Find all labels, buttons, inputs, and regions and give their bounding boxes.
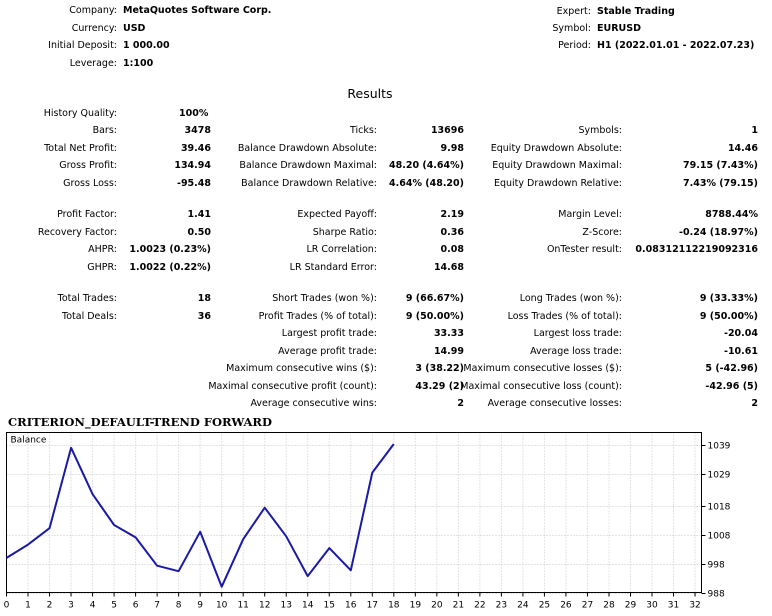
history-quality-value: 100%	[179, 108, 209, 119]
x-tick-label: 6	[132, 600, 139, 611]
x-tick-label: 9	[197, 600, 204, 611]
company-value: MetaQuotes Software Corp.	[123, 5, 272, 16]
ahpr-value: 1.0023 (0.23%)	[129, 244, 211, 255]
total-trades-value: 18	[197, 293, 211, 304]
expert-label: Expert:	[556, 6, 591, 17]
currency-value: USD	[123, 22, 146, 34]
sharpe-ratio-value: 0.36	[440, 226, 464, 238]
z-score-label: Z-Score:	[582, 226, 622, 238]
ahpr-label: AHPR:	[88, 244, 117, 255]
y-tick-label: 988	[707, 589, 725, 600]
ghpr-value: 1.0022 (0.22%)	[129, 261, 211, 273]
maximal-consecutive-loss-count-label: Maximal consecutive loss (count):	[460, 380, 622, 392]
expected-payoff-label: Expected Payoff:	[297, 209, 377, 220]
currency-label: Currency:	[71, 22, 117, 34]
y-tick-label: 998	[707, 560, 725, 571]
equity-drawdown-relative-label: Equity Drawdown Relative:	[493, 177, 622, 189]
chart-title: CRITERION_DEFAULT-TREND FORWARD	[8, 415, 272, 429]
bars-label: Bars:	[92, 125, 117, 136]
x-tick-label: 3	[68, 600, 74, 611]
x-tick-label: 11	[237, 600, 249, 611]
leverage-value: 1:100	[123, 57, 154, 69]
profit-trades-of-total-value: 9 (50.00%)	[405, 310, 464, 322]
symbol-label: Symbol:	[552, 23, 591, 34]
balance-drawdown-maximal-label: Balance Drawdown Maximal:	[239, 160, 377, 171]
recovery-factor-value: 0.50	[187, 226, 211, 238]
balance-chart-svg	[0, 430, 772, 613]
average-consecutive-losses-label: Average consecutive losses:	[487, 398, 622, 409]
x-tick-label: 5	[111, 600, 117, 611]
period-label: Period:	[558, 40, 591, 51]
maximum-consecutive-wins-label: Maximum consecutive wins ($):	[226, 363, 377, 374]
legend-label: Balance	[10, 435, 47, 446]
sharpe-ratio-label: Sharpe Ratio:	[312, 226, 377, 238]
x-tick-label: 12	[258, 600, 271, 611]
x-tick-label: 7	[154, 600, 160, 611]
gross-loss-value: -95.48	[177, 177, 211, 189]
x-tick-label: 29	[624, 600, 637, 611]
x-tick-label: 15	[323, 600, 335, 611]
gross-profit-value: 134.94	[174, 160, 211, 171]
x-tick-label: 25	[538, 600, 551, 611]
gross-profit-label: Gross Profit:	[59, 160, 117, 171]
x-tick-label: 22	[474, 600, 486, 611]
equity-drawdown-maximal-value: 79.15 (7.43%)	[683, 160, 758, 171]
ticks-label: Ticks:	[349, 125, 377, 136]
total-net-profit-value: 39.46	[180, 142, 211, 154]
loss-trades-of-total-value: 9 (50.00%)	[699, 310, 758, 322]
maximal-consecutive-loss-count-value: -42.96 (5)	[705, 380, 758, 392]
lr-standard-error-label: LR Standard Error:	[289, 261, 377, 273]
period-value: H1 (2022.01.01 - 2022.07.23)	[597, 40, 755, 51]
ghpr-label: GHPR:	[87, 261, 117, 273]
recovery-factor-label: Recovery Factor:	[37, 226, 117, 238]
average-consecutive-wins-value: 2	[457, 398, 464, 409]
z-score-value: -0.24 (18.97%)	[679, 226, 758, 238]
margin-level-value: 8788.44%	[705, 209, 758, 220]
x-tick-label: 1	[25, 600, 31, 611]
y-tick-label: 1029	[707, 470, 731, 481]
x-tick-label: 30	[646, 600, 658, 611]
x-tick-label: 10	[215, 600, 228, 611]
y-tick-label: 1039	[707, 441, 731, 452]
lr-correlation-label: LR Correlation:	[306, 244, 377, 255]
maximal-consecutive-profit-count-label: Maximal consecutive profit (count):	[208, 380, 377, 392]
x-tick-label: 2	[46, 600, 53, 611]
x-tick-label: 23	[495, 600, 508, 611]
plot-frame	[7, 433, 702, 593]
long-trades-won-label: Long Trades (won %):	[519, 293, 622, 304]
average-profit-trade-label: Average profit trade:	[278, 345, 377, 357]
total-net-profit-label: Total Net Profit:	[44, 142, 117, 154]
ticks-value: 13696	[430, 125, 464, 136]
x-tick-label: 18	[388, 600, 400, 611]
results-title: Results	[347, 86, 393, 101]
balance-drawdown-maximal-value: 48.20 (4.64%)	[389, 160, 464, 171]
total-deals-value: 36	[197, 310, 211, 322]
bars-value: 3478	[184, 125, 211, 136]
equity-drawdown-relative-value: 7.43% (79.15)	[683, 177, 758, 189]
x-tick-label: 16	[345, 600, 357, 611]
company-label: Company:	[69, 5, 117, 16]
maximum-consecutive-losses-value: 5 (-42.96)	[705, 363, 758, 374]
symbols-value: 1	[751, 125, 758, 136]
balance-drawdown-absolute-label: Balance Drawdown Absolute:	[237, 142, 377, 154]
y-tick-label: 1018	[707, 502, 731, 513]
x-tick-label: 13	[280, 600, 292, 611]
x-tick-label: 26	[560, 600, 572, 611]
initial-deposit-label: Initial Deposit:	[48, 40, 117, 51]
short-trades-won-value: 9 (66.67%)	[405, 293, 464, 304]
x-tick-label: 27	[581, 600, 594, 611]
maximum-consecutive-wins-value: 3 (38.22)	[415, 363, 464, 374]
average-loss-trade-label: Average loss trade:	[530, 345, 622, 357]
long-trades-won-value: 9 (33.33%)	[699, 293, 758, 304]
y-tick-label: 1008	[707, 531, 731, 542]
margin-level-label: Margin Level:	[558, 209, 622, 220]
symbol-value: EURUSD	[597, 23, 641, 34]
x-tick-label: 8	[175, 600, 182, 611]
average-loss-trade-value: -10.61	[724, 345, 758, 357]
ontester-result-label: OnTester result:	[546, 244, 622, 255]
gross-loss-label: Gross Loss:	[63, 177, 117, 189]
leverage-label: Leverage:	[69, 57, 117, 69]
average-consecutive-losses-value: 2	[751, 398, 758, 409]
total-deals-label: Total Deals:	[62, 310, 117, 322]
balance-drawdown-relative-value: 4.64% (48.20)	[389, 177, 464, 189]
symbols-label: Symbols:	[578, 125, 622, 136]
profit-trades-of-total-label: Profit Trades (% of total):	[258, 310, 377, 322]
lr-standard-error-value: 14.68	[433, 261, 464, 273]
maximum-consecutive-losses-label: Maximum consecutive losses ($):	[463, 363, 622, 374]
x-tick-label: 4	[89, 600, 96, 611]
largest-profit-trade-label: Largest profit trade:	[281, 328, 377, 339]
expert-value: Stable Trading	[597, 6, 675, 17]
x-tick-label: 0	[3, 600, 10, 611]
average-profit-trade-value: 14.99	[433, 345, 464, 357]
short-trades-won-label: Short Trades (won %):	[272, 293, 377, 304]
x-tick-label: 24	[517, 600, 529, 611]
largest-loss-trade-value: -20.04	[724, 328, 758, 339]
ontester-result-value: 0.08312112219092316	[635, 244, 758, 255]
balance-chart	[0, 430, 772, 613]
equity-drawdown-absolute-value: 14.46	[727, 142, 758, 154]
profit-factor-label: Profit Factor:	[57, 209, 117, 220]
x-tick-label: 17	[366, 600, 379, 611]
total-trades-label: Total Trades:	[57, 293, 117, 304]
x-tick-label: 28	[603, 600, 615, 611]
profit-factor-value: 1.41	[187, 209, 211, 220]
loss-trades-of-total-label: Loss Trades (% of total):	[507, 310, 622, 322]
x-tick-label: 19	[409, 600, 422, 611]
expected-payoff-value: 2.19	[440, 209, 464, 220]
initial-deposit-value: 1 000.00	[123, 40, 170, 51]
equity-drawdown-maximal-label: Equity Drawdown Maximal:	[492, 160, 622, 171]
x-tick-label: 32	[689, 600, 701, 611]
lr-correlation-value: 0.08	[440, 244, 464, 255]
equity-drawdown-absolute-label: Equity Drawdown Absolute:	[490, 142, 622, 154]
x-tick-label: 31	[667, 600, 680, 611]
maximal-consecutive-profit-count-value: 43.29 (2)	[415, 380, 464, 392]
largest-profit-trade-value: 33.33	[433, 328, 464, 339]
balance-drawdown-absolute-value: 9.98	[440, 142, 464, 154]
average-consecutive-wins-label: Average consecutive wins:	[250, 398, 377, 409]
balance-drawdown-relative-label: Balance Drawdown Relative:	[241, 177, 377, 189]
history-quality-label: History Quality:	[43, 108, 117, 119]
largest-loss-trade-label: Largest loss trade:	[533, 328, 622, 339]
x-tick-label: 21	[452, 600, 465, 611]
x-tick-label: 20	[431, 600, 443, 611]
x-tick-label: 14	[302, 600, 314, 611]
